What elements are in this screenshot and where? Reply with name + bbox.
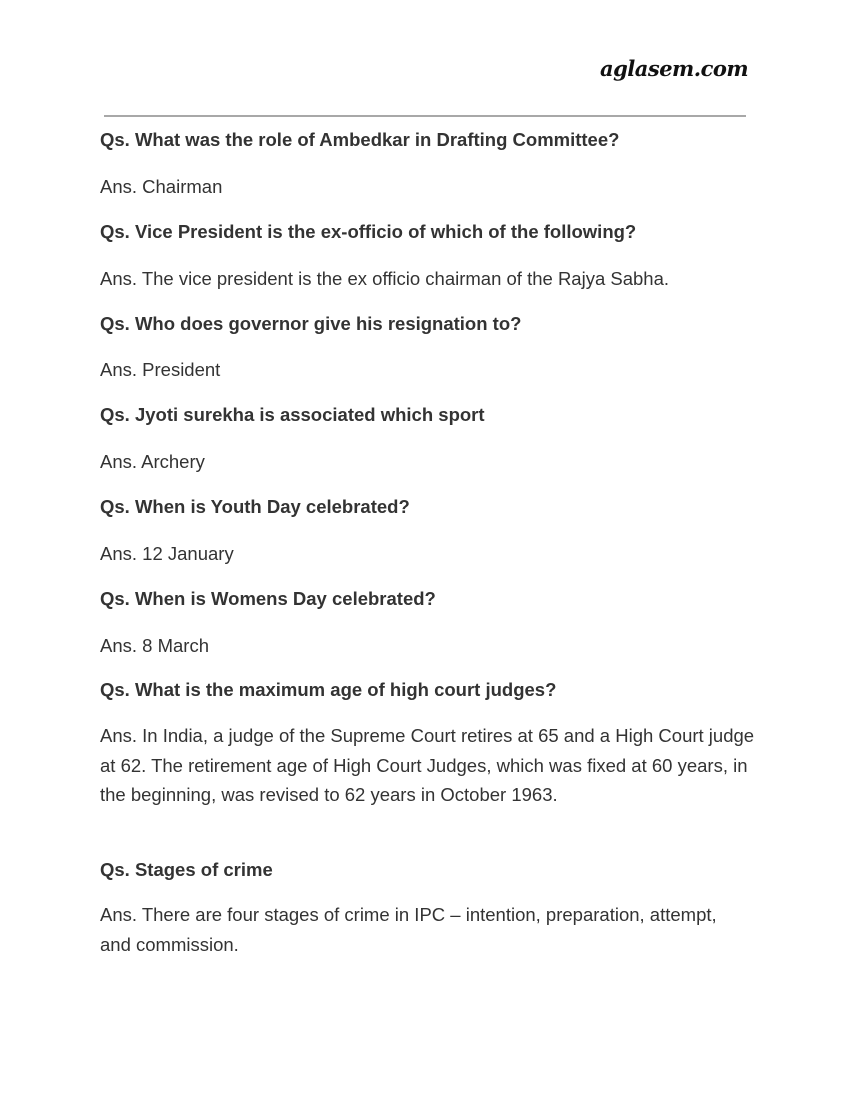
answer: Ans. 12 January: [100, 543, 234, 564]
question: Qs. What is the maximum age of high court judges?: [100, 679, 557, 700]
qa-item: [100, 128, 780, 152]
question: Qs. What was the role of Ambedkar in Drafting Committee?: [100, 129, 620, 150]
header-divider: [104, 115, 746, 117]
answer: Ans. In India, a judge of the Supreme Court retires at 65 and a High Court judge at 62. The retirement age of High Court Judges, which was fixed at 60 years, in the beginning, was revised to 62 years in October 1963.: [100, 725, 755, 805]
question: Qs. Stages of crime: [100, 859, 273, 880]
answer: Ans. 8 March: [100, 635, 209, 656]
answer: Ans. Archery: [100, 451, 205, 472]
answer: Ans. There are four stages of crime in IPC – intention, preparation, attempt, and commission.: [100, 904, 717, 955]
question: Qs. When is Womens Day celebrated?: [100, 588, 436, 609]
answer: Ans. Chairman: [100, 176, 223, 197]
question: Qs. Who does governor give his resignation to?: [100, 313, 522, 334]
question: Qs. Jyoti surekha is associated which sport: [100, 404, 485, 425]
answer: Ans. The vice president is the ex officio chairman of the Rajya Sabha.: [100, 268, 670, 289]
answer: Ans. President: [100, 359, 221, 380]
site-logo: aglasem.com: [600, 56, 749, 81]
question: Qs. Vice President is the ex-officio of which of the following?: [100, 221, 637, 242]
question: Qs. When is Youth Day celebrated?: [100, 496, 410, 517]
